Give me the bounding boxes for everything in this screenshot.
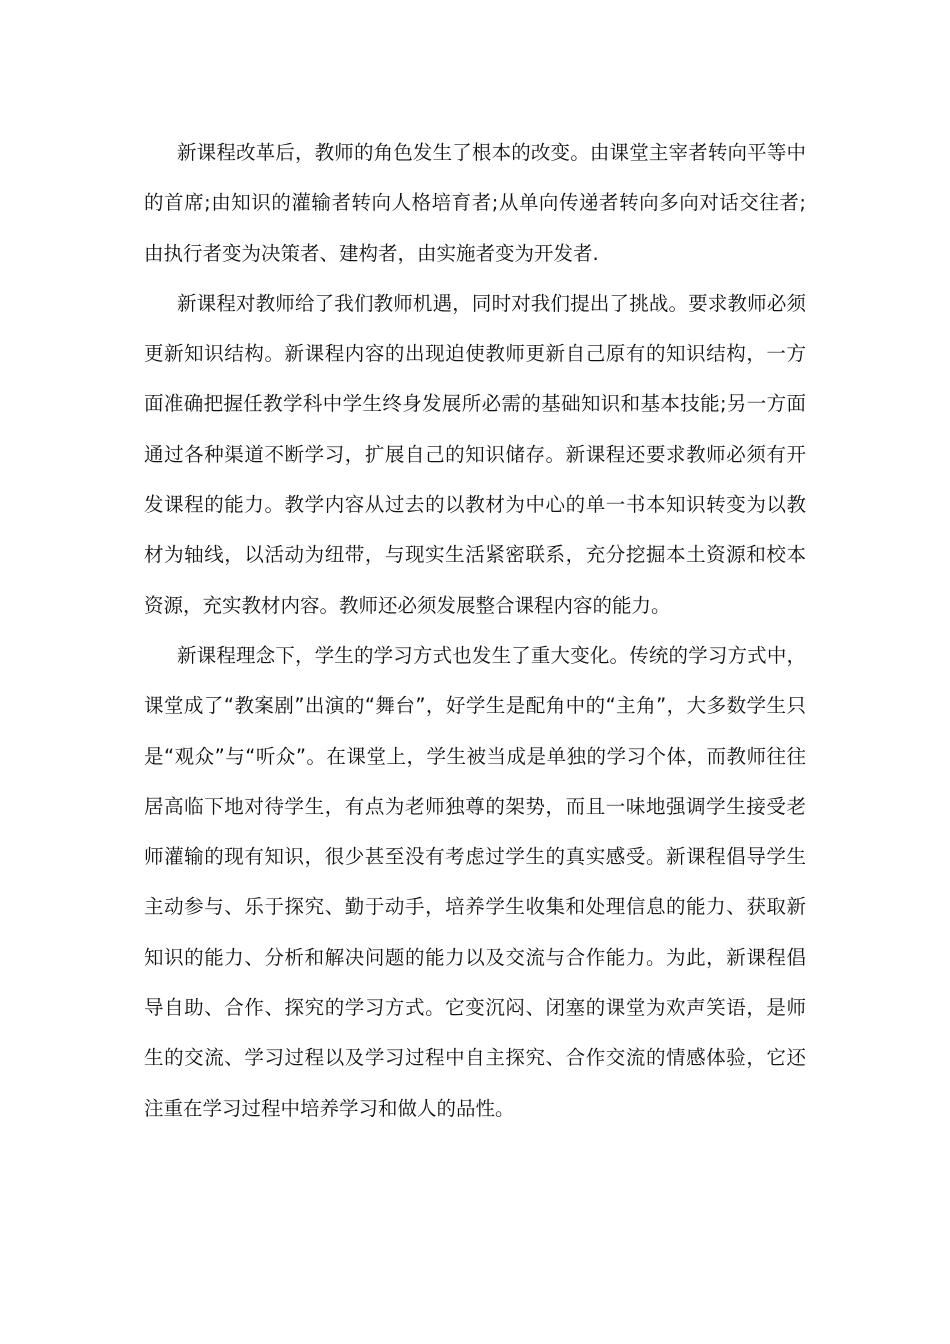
paragraph-teacher-role: 新课程改革后，教师的角色发生了根本的改变。由课堂主宰者转向平等中的首席;由知识的灌输者转向人格培育者;从单向传递者转向多向对话交往者;由执行者变为决策者、建构者，由实施者变为开发者. [144,141,806,265]
paragraph-teacher-challenge: 新课程对教师给了我们教师机遇，同时对我们提出了挑战。要求教师必须更新知识结构。新课程内容的出现迫使教师更新自己原有的知识结构，一方面准确把握任教学科中学生终身发展所必需的基础知识和基本技能;另一方面通过各种渠道不断学习，扩展自己的知识储存。新课程还要求教师必须有开发课程的能力。教学内容从过去的以教材为中心的单一书本知识转变为以教材为轴线，以活动为纽带，与现实生活紧密联系，充分挖掘本土资源和校本资源，充实教材内容。教师还必须发展整合课程内容的能力。 [144,291,806,617]
paragraph-learning-style: 新课程理念下，学生的学习方式也发生了重大变化。传统的学习方式中，课堂成了“教案剧”出演的“舞台”，好学生是配角中的“主角”，大多数学生只是“观众”与“听众”。在课堂上，学生被当成是单独的学习个体，而教师往往居高临下地对待学生，有点为老师独尊的架势，而且一味地强调学生接受老师灌输的现有知识，很少甚至没有考虑过学生的真实感受。新课程倡导学生主动参与、乐于探究、勤于动手，培养学生收集和处理信息的能力、获取新知识的能力、分析和解决问题的能力以及交流与合作能力。为此，新课程倡导自助、合作、探究的学习方式。它变沉闷、闭塞的课堂为欢声笑语，是师生的交流、学习过程以及学习过程中自主探究、合作交流的情感体验，它还注重在学习过程中培养学习和做人的品性。 [144,643,806,1120]
document-body [144,128,806,1134]
